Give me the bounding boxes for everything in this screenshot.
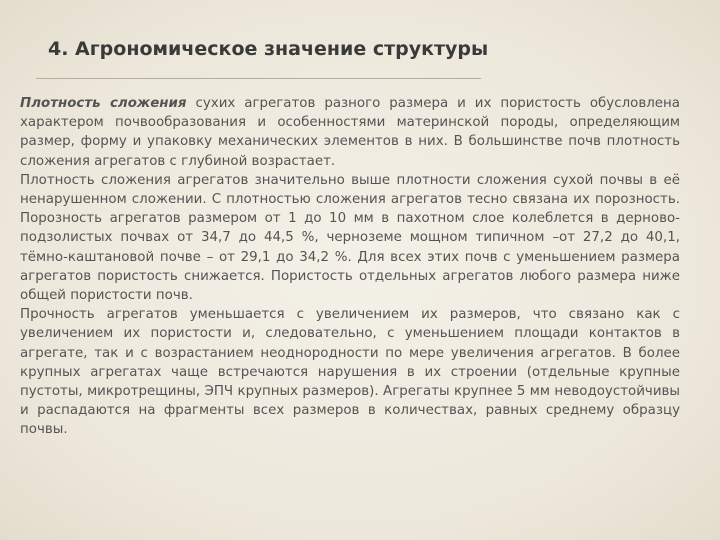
paragraph-text: Прочность агрегатов уменьшается с увеличением их размеров, что связано как с увеличением их пористости и, следовательно, с уменьшением площади контактов в агрегате, так и с возрастанием неоднородности по мере увеличения агрегатов. В более крупных агрегатах чаще встречаются нарушения в их строении (отдельные крупные пустоты, микротрещины, ЭПЧ крупных размеров). Агрегаты крупнее 5 мм неводоустойчивы и распадаются на фрагменты всех размеров в количествах, равных среднему образцу почвы. xyxy=(20,307,680,438)
slide-title: 4. Агрономическое значение структуры xyxy=(48,38,489,60)
paragraph-density xyxy=(20,94,680,171)
slide-body xyxy=(20,94,680,440)
term-density: Плотность сложения xyxy=(20,96,187,111)
paragraph-text: Плотность сложения агрегатов значительно выше плотности сложения сухой почвы в её ненарушенном сложении. С плотностью сложения агрегатов тесно связана их порозность. Порозность агрегатов размером от 1 до 10 мм в пахотном слое колеблется в дерново-подзолистых почвах от 34,7 до 44,5 %, черноземе мощном типичном –от 27,2 до 40,1, тёмно-каштановой почве – от 29,1 до 34,2 %. Для всех этих почв с уменьшением размера агрегатов пористость снижается. Пористость отдельных агрегатов любого размера ниже общей пористости почв. xyxy=(20,172,680,304)
paragraph-strength xyxy=(20,305,680,439)
paragraph-porosity xyxy=(20,171,680,305)
paragraph-text: сухих агрегатов разного размера и их пористость обусловлена характером почвообразования и особенностями материнской породы, определяющим размер, форму и упаковку механических элементов в них. В большинстве почв плотность сложения агрегатов с глубиной возрастает. xyxy=(20,96,680,169)
title-divider xyxy=(36,78,481,79)
